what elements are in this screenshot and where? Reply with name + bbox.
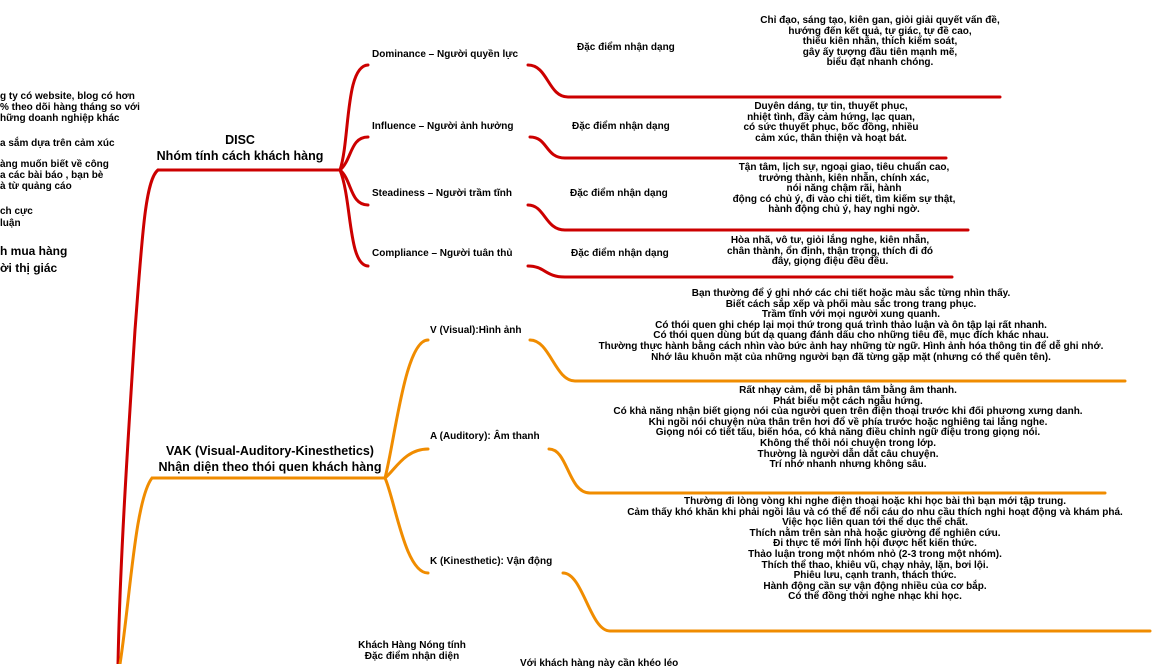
vak-branch-visual[interactable]: V (Visual):Hình ảnh <box>430 325 522 336</box>
disc-trait-label[interactable]: Đặc điểm nhận dạng <box>570 188 668 199</box>
disc-d-tail <box>528 65 1000 97</box>
disc-node[interactable] <box>150 132 330 164</box>
disc-trait-label[interactable]: Đặc điểm nhận dạng <box>572 121 670 132</box>
disc-trait-label[interactable]: Đặc điểm nhận dạng <box>577 42 675 53</box>
left-fragment: a các bài báo , bạn bè <box>0 170 104 181</box>
left-fragment: à từ quảng cáo <box>0 181 72 192</box>
left-fragment: g ty có website, blog có hơn <box>0 91 135 102</box>
left-fragment: ời thị giác <box>0 261 58 275</box>
disc-desc-steadiness: Tận tâm, lịch sự, ngoại giao, tiêu chuẩn cao, trưởng thành, kiên nhẫn, chính xác, nói năng chậm rãi, hành động có chủ ý, đi vào chi tiết, tìm kiếm sự thật, hành động chủ ý, hay nghi ngờ. <box>732 162 956 216</box>
bottom-node[interactable]: Khách Hàng Nóng tính Đặc điểm nhận diện <box>358 640 466 662</box>
left-fragment: h mua hàng <box>0 244 68 258</box>
vak-branch-auditory[interactable]: A (Auditory): Âm thanh <box>430 431 540 442</box>
vak-trunk <box>120 478 385 664</box>
left-fragment: àng muốn biết về công <box>0 159 109 170</box>
vak-branch-kinesthetic[interactable]: K (Kinesthetic): Vận động <box>430 556 553 567</box>
disc-desc-dominance: Chỉ đạo, sáng tạo, kiên gan, giỏi giải quyết vấn đề, hướng đến kết quả, tự giác, tự đề cao, thiếu kiên nhẫn, thích kiểm soát, gây ấy tượng đầu tiên mạnh mẽ, biểu đạt nhanh chóng. <box>760 15 1000 69</box>
disc-branch-influence[interactable]: Influence – Người ảnh hưởng <box>372 121 514 132</box>
vak-subtitle: Nhận diện theo thói quen khách hàng <box>158 460 382 474</box>
disc-link-d <box>340 65 368 170</box>
left-fragment: a sắm dựa trên cảm xúc <box>0 138 115 149</box>
left-fragment: ch cực <box>0 206 33 217</box>
disc-branch-steadiness[interactable]: Steadiness – Người trầm tĩnh <box>372 188 512 199</box>
disc-branch-dominance[interactable]: Dominance – Người quyền lực <box>372 49 519 60</box>
vak-node[interactable] <box>150 443 390 475</box>
disc-branch-compliance[interactable]: Compliance – Người tuân thủ <box>372 248 513 259</box>
disc-desc-compliance: Hòa nhã, vô tư, giỏi lắng nghe, kiên nhẫn, chân thành, ổn định, thận trọng, thích đi đó đây, giọng điệu đều đều. <box>726 235 934 268</box>
vak-desc-auditory: Rất nhạy cảm, dễ bị phân tâm bằng âm thanh. Phát biểu một cách ngẫu hứng. Có khả năng nhận biết giọng nói của người quen trên điện thoại trước khi đối phương xưng danh. Khi ngồi nói chuyện nửa thân trên hơi đổ về phía trước hoặc nghiêng tai lắng nghe. Giọng nói có tiết tấu, biến hóa, có khả năng điều chỉnh ngữ điệu trong giọng nói. Không thể thôi nói chuyện trong lớp. Thường là người dẫn dắt câu chuyện. Trí nhớ nhanh nhưng không sâu. <box>613 385 1083 471</box>
bottom-cut-text: Với khách hàng này cần khéo léo <box>520 658 679 669</box>
vak-link-k <box>385 478 428 573</box>
disc-trait-label[interactable]: Đặc điểm nhận dạng <box>571 248 669 259</box>
disc-subtitle: Nhóm tính cách khách hàng <box>156 149 324 163</box>
disc-title: DISC <box>225 133 255 147</box>
disc-trunk <box>118 170 158 664</box>
vak-desc-visual: Bạn thường để ý ghi nhớ các chi tiết hoặc màu sắc từng nhìn thấy. Biết cách sắp xếp và phối màu sắc trong trang phục. Trầm tĩnh với mọi người xung quanh. Có thói quen ghi chép lại mọi thứ trong quá trình thảo luận và ôn tập lại rất nhanh. Có thói quen dùng bút dạ quang đánh dấu cho những tiêu đề, mục đích khác nhau. Thường thực hành bằng cách nhìn vào bức ảnh hay những từ ngữ. Hình ảnh hóa thông tin để dễ ghi nhớ. Nhớ lâu khuôn mặt của những người bạn đã từng gặp mặt (nhưng có thể quên tên). <box>598 288 1104 363</box>
disc-link-c <box>340 170 368 266</box>
disc-desc-influence: Duyên dáng, tự tin, thuyết phục, nhiệt tình, đầy cảm hứng, lạc quan, có sức thuyết phục, bốc đồng, nhiều cảm xúc, thân thiện và hoạt bát. <box>743 101 919 144</box>
left-fragment: hững doanh nghiệp khác <box>0 113 120 124</box>
left-fragment: luận <box>0 218 21 229</box>
vak-title: VAK (Visual-Auditory-Kinesthetics) <box>166 444 374 458</box>
left-fragment: % theo dõi hàng tháng so với <box>0 102 140 113</box>
vak-desc-kinesthetic: Thường đi lòng vòng khi nghe điện thoại hoặc khi học bài thì bạn mới tập trung. Cảm thấy khó khăn khi phải ngồi lâu và có thể để nổi cáu do nhu cầu thích nghi hoạt động và khám phá. Việc học liên quan tới thể dục thể chất. Thích nằm trên sàn nhà hoặc giường để nghiên cứu. Đi thực tế mới lĩnh hội được hết kiến thức. Thảo luận trong một nhóm nhỏ (2-3 trong một nhóm). Thích thể thao, khiêu vũ, chạy nhảy, lặn, bơi lội. Phiêu lưu, cạnh tranh, thách thức. Hành động cần sự vận động nhiều của cơ bắp. Có thể đồng thời nghe nhạc khi học. <box>627 496 1123 603</box>
